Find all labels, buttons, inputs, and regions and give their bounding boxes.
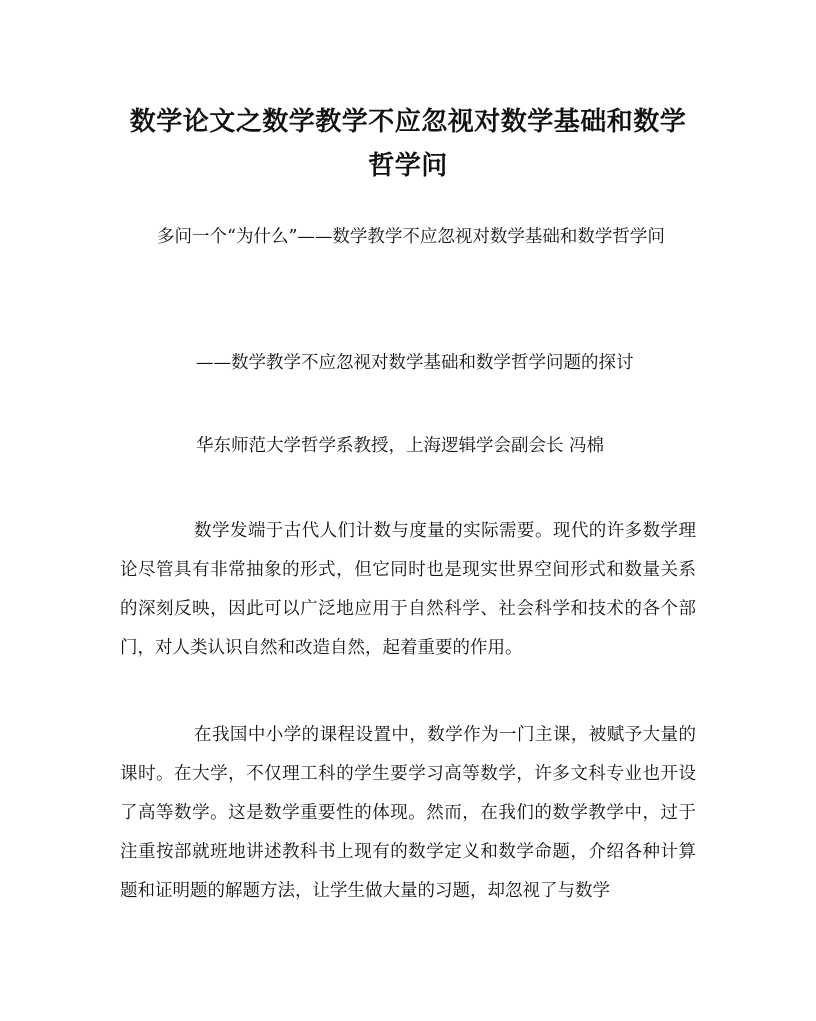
intro-paragraph: 多问一个“为什么”——数学教学不应忽视对数学基础和数学哲学问 bbox=[157, 227, 665, 247]
body-paragraph-1: 数学发端于古代人们计数与度量的实际需要。现代的许多数学理论尽管具有非常抽象的形式，但它同时也是现实世界空间形式和数量关系的深刻反映，因此可以广泛地应用于自然科学、社会科学和技术的各个部门，对人类认识自然和改造自然，起着重要的作用。 bbox=[120, 521, 696, 658]
document-subtitle: ——数学教学不应忽视对数学基础和数学哲学问题的探讨 bbox=[196, 353, 634, 373]
author-line: 华东师范大学哲学系教授，上海逻辑学会副会长 冯棉 bbox=[196, 436, 605, 456]
document-title: 数学论文之数学教学不应忽视对数学基础和数学哲学问 bbox=[129, 107, 687, 181]
body-paragraph-2: 在我国中小学的课程设置中，数学作为一门主课，被赋予大量的课时。在大学，不仅理工科的学生要学习高等数学，许多文科专业也开设了高等数学。这是数学重要性的体现。然而，在我们的数学教学中，过于注重按部就班地讲述教科书上现有的数学定义和数学命题，介绍各种计算题和证明题的解题方法，让学生做大量的习题，却忽视了与数学 bbox=[120, 725, 696, 901]
